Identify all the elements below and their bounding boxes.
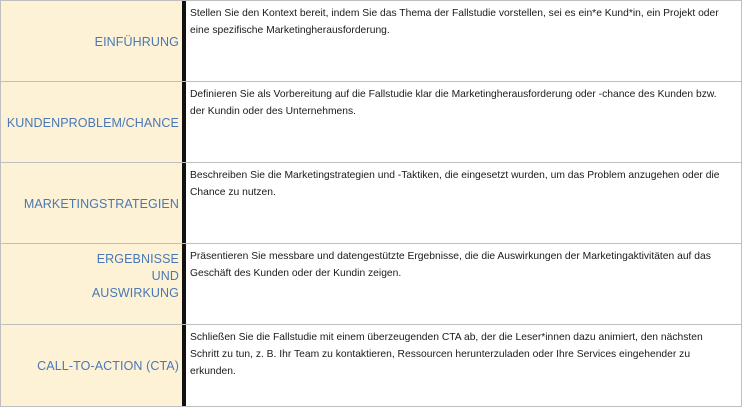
table-row-results	[0, 244, 742, 325]
row-description-cell	[186, 244, 742, 324]
row-label: KUNDENPROBLEM/CHANCE	[6, 116, 179, 130]
row-description: Schließen Sie die Fallstudie mit einem überzeugenden CTA ab, der die Leser*innen dazu animiert, den nächsten Schritt zu tun, z. B. Ihr Team zu kontaktieren, Ressourcen herunterzuladen oder Ihre Services eingehender zu erkunden.	[190, 332, 703, 377]
row-label-cell	[0, 82, 182, 162]
row-label-cell	[0, 163, 182, 243]
row-description: Stellen Sie den Kontext bereit, indem Sie das Thema der Fallstudie vorstellen, sei es ein*e Kund*in, ein Projekt oder eine spezifische Marketingherausforderung.	[190, 8, 719, 36]
row-label: EINFÜHRUNG	[94, 35, 179, 49]
row-label-cell	[0, 1, 182, 81]
table-row-customer-problem	[0, 82, 742, 163]
row-description: Definieren Sie als Vorbereitung auf die Fallstudie klar die Marketingherausforderung oder -chance des Kunden bzw. der Kundin oder des Unternehmens.	[190, 89, 717, 117]
row-description-cell	[186, 82, 742, 162]
row-label-cell	[0, 325, 182, 406]
row-description: Präsentieren Sie messbare und datengestützte Ergebnisse, die die Auswirkungen der Marketingaktivitäten auf das Geschäft des Kunden oder der Kundin zeigen.	[190, 251, 711, 279]
row-label: CALL-TO-ACTION (CTA)	[37, 359, 179, 373]
row-label: ERGEBNISSE UND AUSWIRKUNG	[91, 252, 179, 300]
row-description-cell	[186, 325, 742, 406]
table-row-marketing-strategies	[0, 163, 742, 244]
row-description: Beschreiben Sie die Marketingstrategien und -Taktiken, die eingesetzt wurden, um das Problem anzugehen oder die Chance zu nutzen.	[190, 170, 720, 198]
row-label: MARKETINGSTRATEGIEN	[23, 197, 179, 211]
table-row-introduction	[0, 1, 742, 82]
row-label-cell	[0, 244, 182, 324]
row-description-cell	[186, 163, 742, 243]
table-row-call-to-action	[0, 325, 742, 407]
row-description-cell	[186, 1, 742, 81]
